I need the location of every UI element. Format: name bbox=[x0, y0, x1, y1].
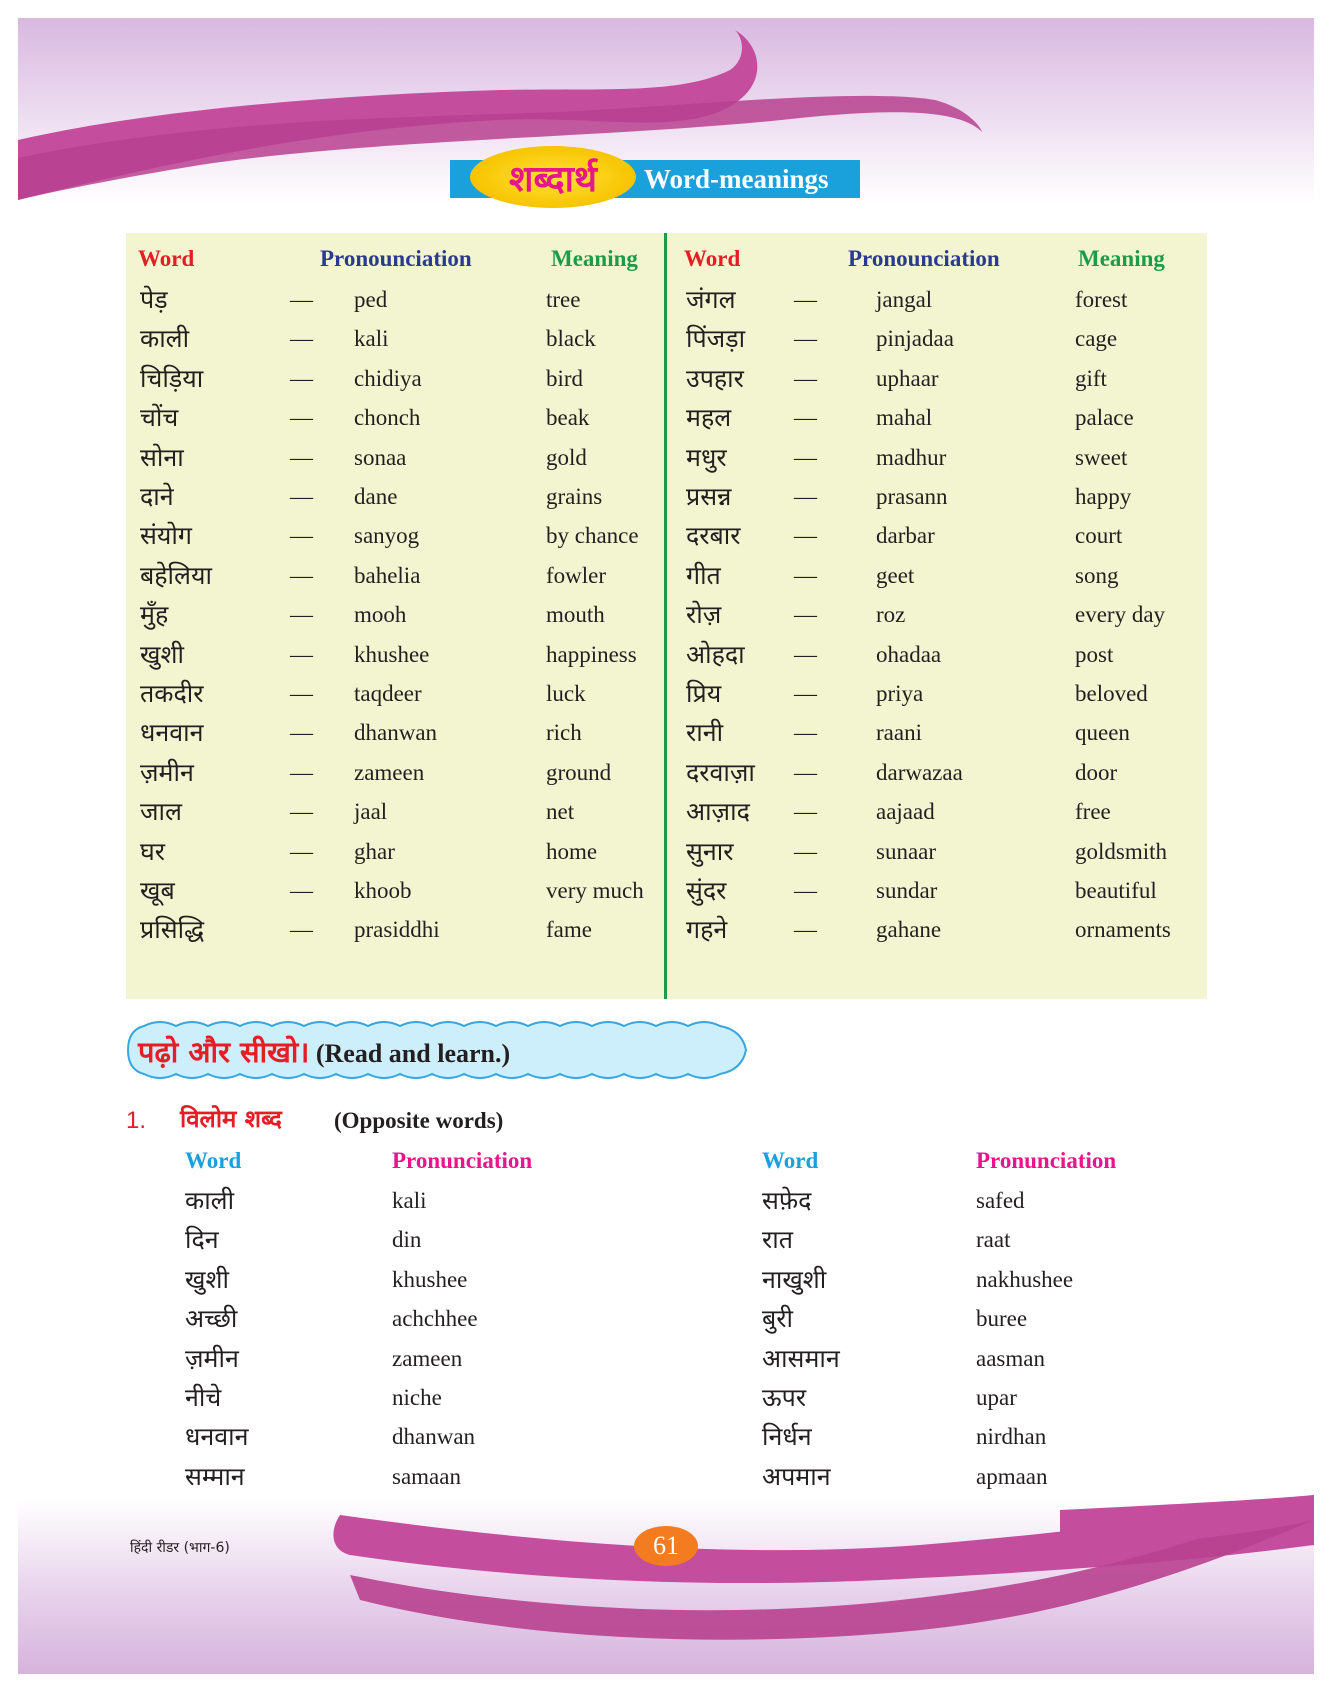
col-header-meaning: Meaning bbox=[1078, 246, 1165, 271]
pronunciation: mahal bbox=[876, 405, 933, 431]
hindi-word: मुँह bbox=[140, 600, 169, 630]
hindi-word: निर्धन bbox=[762, 1422, 812, 1452]
col-header-meaning: Meaning bbox=[551, 246, 638, 271]
meaning: sweet bbox=[1075, 444, 1128, 470]
meaning: free bbox=[1075, 799, 1111, 825]
pronunciation: sonaa bbox=[354, 444, 407, 470]
hindi-word: चोंच bbox=[140, 403, 179, 433]
meaning: palace bbox=[1075, 405, 1134, 431]
hindi-word: पेड़ bbox=[140, 285, 168, 314]
title-english: Word-meanings bbox=[644, 164, 829, 194]
pronunciation: niche bbox=[392, 1385, 442, 1410]
dash-separator: — bbox=[290, 838, 313, 864]
hindi-word: जाल bbox=[140, 797, 182, 827]
hindi-word: तकदीर bbox=[140, 679, 204, 708]
pronunciation: samaan bbox=[392, 1463, 461, 1489]
dash-separator: — bbox=[794, 602, 817, 628]
dash-separator: — bbox=[794, 681, 817, 706]
pronunciation: dhanwan bbox=[354, 720, 438, 746]
col-header-pronounciation: Pronounciation bbox=[848, 246, 1000, 271]
meaning: happy bbox=[1075, 484, 1132, 509]
dash-separator: — bbox=[290, 405, 313, 431]
dash-separator: — bbox=[290, 326, 313, 352]
pronunciation: nakhushee bbox=[976, 1266, 1074, 1292]
pronunciation: aajaad bbox=[876, 799, 935, 825]
pronunciation: gahane bbox=[876, 917, 942, 943]
hindi-word: ऊपर bbox=[762, 1383, 807, 1412]
pronunciation: dane bbox=[354, 484, 398, 509]
section-number: 1. bbox=[126, 1107, 147, 1134]
pronunciation: prasann bbox=[876, 484, 948, 509]
meaning: luck bbox=[546, 681, 586, 706]
read-learn-english: (Read and learn.) bbox=[309, 1039, 511, 1068]
dash-separator: — bbox=[794, 759, 817, 785]
hindi-word: पिंजड़ा bbox=[686, 324, 746, 354]
hindi-word: सफ़ेद bbox=[762, 1186, 812, 1215]
hindi-word: गहने bbox=[686, 915, 728, 945]
meaning: fowler bbox=[546, 562, 607, 588]
hindi-word: धनवान bbox=[185, 1422, 249, 1452]
pronunciation: upar bbox=[976, 1385, 1017, 1410]
pronunciation: khushee bbox=[392, 1266, 468, 1292]
pronunciation: darbar bbox=[876, 523, 935, 549]
hindi-word: उपहार bbox=[686, 363, 744, 393]
dash-separator: — bbox=[290, 562, 313, 588]
hindi-word: नाखुशी bbox=[762, 1264, 827, 1294]
hindi-word: दरवाज़ा bbox=[686, 757, 755, 787]
meaning: court bbox=[1075, 523, 1123, 549]
dash-separator: — bbox=[290, 365, 313, 391]
dash-separator: — bbox=[794, 917, 817, 943]
pronunciation: zameen bbox=[354, 759, 425, 785]
hindi-word: अपमान bbox=[762, 1461, 831, 1491]
col-header-word: Word bbox=[138, 246, 195, 271]
pronunciation: zameen bbox=[392, 1345, 463, 1371]
meaning: post bbox=[1075, 641, 1114, 667]
meaning: ground bbox=[546, 759, 612, 785]
section-title-hindi: विलोम शब्द bbox=[180, 1105, 282, 1133]
pronunciation: khushee bbox=[354, 641, 430, 667]
hindi-word: प्रसिद्धि bbox=[140, 915, 205, 945]
col-header-pronounciation: Pronounciation bbox=[320, 246, 472, 271]
pronunciation: darwazaa bbox=[876, 759, 963, 785]
dash-separator: — bbox=[794, 878, 817, 903]
opp-header-word: Word bbox=[762, 1148, 819, 1173]
dash-separator: — bbox=[794, 287, 817, 312]
pronunciation: nirdhan bbox=[976, 1424, 1047, 1450]
pronunciation: dhanwan bbox=[392, 1424, 476, 1450]
meaning: cage bbox=[1075, 326, 1118, 352]
pronunciation: raani bbox=[876, 720, 922, 746]
pronunciation: sundar bbox=[876, 878, 938, 903]
dash-separator: — bbox=[794, 365, 817, 391]
pronunciation: aasman bbox=[976, 1345, 1045, 1371]
meaning: ornaments bbox=[1075, 917, 1171, 943]
dash-separator: — bbox=[290, 799, 313, 825]
dash-separator: — bbox=[794, 562, 817, 588]
meaning: beloved bbox=[1075, 681, 1148, 706]
hindi-word: सुंदर bbox=[686, 876, 727, 905]
meaning: queen bbox=[1075, 720, 1130, 746]
pronunciation: raat bbox=[976, 1227, 1011, 1253]
hindi-word: दरबार bbox=[686, 521, 741, 551]
dash-separator: — bbox=[794, 405, 817, 431]
opp-header-pronunciation: Pronunciation bbox=[976, 1148, 1117, 1173]
hindi-word: आज़ाद bbox=[686, 797, 750, 827]
meaning: every day bbox=[1075, 602, 1166, 628]
page-number: 61 bbox=[634, 1526, 698, 1566]
dash-separator: — bbox=[290, 917, 313, 943]
pronunciation: uphaar bbox=[876, 365, 939, 391]
hindi-word: घर bbox=[140, 836, 166, 866]
dash-separator: — bbox=[290, 641, 313, 667]
meaning: grains bbox=[546, 484, 603, 509]
meaning: forest bbox=[1075, 287, 1128, 312]
hindi-word: दिन bbox=[185, 1225, 219, 1255]
dash-separator: — bbox=[290, 287, 313, 312]
dash-separator: — bbox=[794, 326, 817, 352]
pronunciation: ohadaa bbox=[876, 641, 942, 667]
meaning: mouth bbox=[546, 602, 605, 628]
hindi-word: संयोग bbox=[140, 521, 192, 551]
hindi-word: अच्छी bbox=[185, 1304, 238, 1334]
pronunciation: sanyog bbox=[354, 523, 420, 549]
section-title-english: (Opposite words) bbox=[334, 1108, 504, 1133]
meaning: gold bbox=[546, 444, 587, 470]
hindi-word: दाने bbox=[140, 482, 174, 511]
meaning: gift bbox=[1075, 365, 1107, 391]
column-divider bbox=[664, 233, 667, 999]
pronunciation: geet bbox=[876, 562, 915, 588]
meaning: door bbox=[1075, 759, 1118, 785]
opp-header-pronunciation: Pronunciation bbox=[392, 1148, 533, 1173]
hindi-word: खुशी bbox=[185, 1264, 229, 1294]
dash-separator: — bbox=[290, 444, 313, 470]
pronunciation: kali bbox=[392, 1188, 427, 1213]
footer-book-title: हिंदी रीडर (भाग-6) bbox=[130, 1540, 230, 1556]
meaning: beak bbox=[546, 405, 590, 431]
hindi-word: मधुर bbox=[686, 442, 727, 472]
meaning: song bbox=[1075, 562, 1119, 588]
hindi-word: खुशी bbox=[140, 639, 184, 669]
pronunciation: ghar bbox=[354, 838, 395, 864]
hindi-word: गीत bbox=[686, 560, 721, 590]
meaning: by chance bbox=[546, 523, 639, 549]
dash-separator: — bbox=[794, 641, 817, 667]
hindi-word: रानी bbox=[686, 718, 724, 748]
dash-separator: — bbox=[290, 759, 313, 785]
pronunciation: prasiddhi bbox=[354, 917, 440, 943]
pronunciation: mooh bbox=[354, 602, 407, 628]
read-learn-heading bbox=[138, 1030, 510, 1074]
hindi-word: ज़मीन bbox=[140, 757, 194, 787]
meaning: beautiful bbox=[1075, 878, 1157, 903]
pronunciation: chonch bbox=[354, 405, 421, 431]
pronunciation: bahelia bbox=[354, 562, 421, 588]
hindi-word: बहेलिया bbox=[140, 560, 212, 590]
hindi-word: धनवान bbox=[140, 718, 204, 748]
hindi-word: प्रसन्न bbox=[686, 482, 732, 511]
dash-separator: — bbox=[290, 602, 313, 628]
pronunciation: safed bbox=[976, 1188, 1025, 1213]
hindi-word: नीचे bbox=[185, 1383, 222, 1412]
pronunciation: kali bbox=[354, 326, 389, 352]
pronunciation: pinjadaa bbox=[876, 326, 954, 352]
pronunciation: buree bbox=[976, 1306, 1028, 1332]
read-learn-hindi: पढ़ो और सीखो। bbox=[138, 1035, 310, 1069]
hindi-word: चिड़िया bbox=[140, 363, 204, 393]
dash-separator: — bbox=[290, 681, 313, 706]
meaning: net bbox=[546, 799, 575, 825]
dash-separator: — bbox=[794, 523, 817, 549]
dash-separator: — bbox=[290, 878, 313, 903]
hindi-word: काली bbox=[140, 324, 190, 354]
meaning: bird bbox=[546, 365, 584, 391]
hindi-word: खूब bbox=[140, 876, 175, 905]
pronunciation: madhur bbox=[876, 444, 947, 470]
dash-separator: — bbox=[794, 484, 817, 509]
pronunciation: apmaan bbox=[976, 1463, 1048, 1489]
hindi-word: सुनार bbox=[686, 836, 734, 866]
dash-separator: — bbox=[290, 484, 313, 509]
meaning: rich bbox=[546, 720, 582, 746]
dash-separator: — bbox=[290, 523, 313, 549]
dash-separator: — bbox=[794, 838, 817, 864]
meaning: happiness bbox=[546, 641, 637, 667]
hindi-word: जंगल bbox=[686, 285, 736, 314]
hindi-word: सम्मान bbox=[185, 1461, 245, 1491]
pronunciation: sunaar bbox=[876, 838, 937, 864]
pronunciation: khoob bbox=[354, 878, 412, 903]
pronunciation: achchhee bbox=[392, 1306, 478, 1332]
dash-separator: — bbox=[794, 799, 817, 825]
opp-header-word: Word bbox=[185, 1148, 242, 1173]
meaning: very much bbox=[546, 878, 644, 903]
pronunciation: roz bbox=[876, 602, 906, 628]
hindi-word: रात bbox=[762, 1225, 793, 1255]
meaning: black bbox=[546, 326, 596, 352]
hindi-word: रोज़ bbox=[686, 600, 722, 630]
pronunciation: din bbox=[392, 1227, 422, 1253]
meaning: goldsmith bbox=[1075, 838, 1168, 864]
col-header-word: Word bbox=[684, 246, 741, 271]
hindi-word: महल bbox=[686, 403, 732, 433]
pronunciation: taqdeer bbox=[354, 681, 422, 706]
dash-separator: — bbox=[290, 720, 313, 746]
hindi-word: काली bbox=[185, 1186, 235, 1215]
hindi-word: ज़मीन bbox=[185, 1343, 239, 1373]
meaning: tree bbox=[546, 287, 581, 312]
pronunciation: ped bbox=[354, 287, 388, 312]
meaning: home bbox=[546, 838, 598, 864]
hindi-word: बुरी bbox=[762, 1304, 793, 1334]
pronunciation: jangal bbox=[876, 287, 933, 312]
meaning: fame bbox=[546, 917, 592, 943]
dash-separator: — bbox=[794, 720, 817, 746]
title-hindi: शब्दार्थ bbox=[509, 158, 597, 200]
hindi-word: सोना bbox=[140, 442, 184, 472]
hindi-word: प्रिय bbox=[686, 679, 722, 708]
pronunciation: priya bbox=[876, 681, 924, 706]
pronunciation: chidiya bbox=[354, 365, 422, 391]
pronunciation: jaal bbox=[354, 799, 388, 825]
hindi-word: आसमान bbox=[762, 1343, 840, 1373]
hindi-word: ओहदा bbox=[686, 639, 745, 669]
dash-separator: — bbox=[794, 444, 817, 470]
